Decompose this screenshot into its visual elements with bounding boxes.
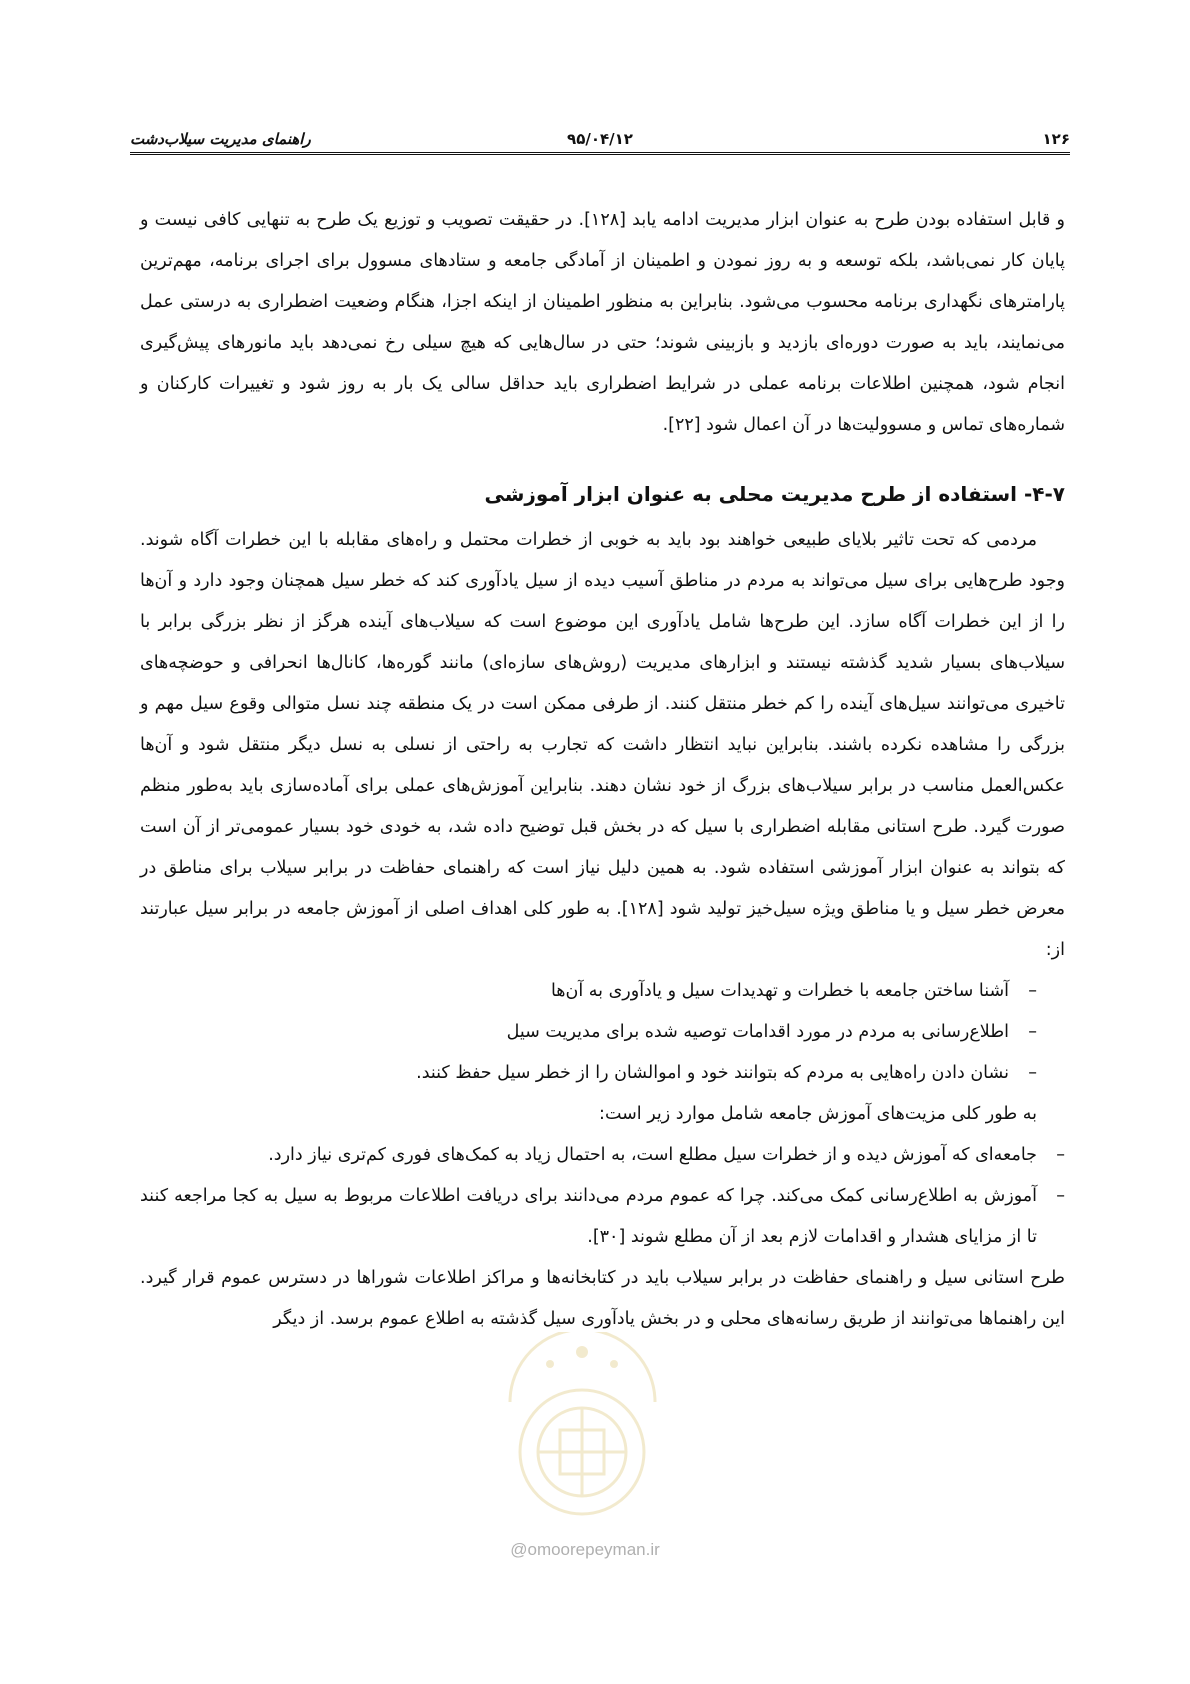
section-heading: ۴-۷- استفاده از طرح مدیریت محلی به عنوان ابزار آموزشی	[484, 482, 1065, 506]
section-paragraph: مردمی که تحت تاثیر بلایای طبیعی خواهند بود باید به خوبی از خطرات محتمل و راه‌های مقابله با این خطرات آگاه شوند. وجود طرح‌هایی برای سیل می‌تواند به مردم در مناطق آسیب دیده از سیل یادآوری کند که خطر سیل همچنان وجود دارد و آن‌ها را از این خطرات آگاه سازد. این طرح‌ها شامل یادآوری این موضوع است که سیلاب‌های آینده هرگز از نظر بزرگی برابر با سیلاب‌های بسیار شدید گذشته نیستند و ابزارهای مدیریت (روش‌های سازه‌ای) مانند گوره‌ها، کانال‌ها انحرافی و حوضچه‌های تاخیری می‌توانند سیل‌های آینده را کم خطر منتقل کنند. از طرفی ممکن است در یک منطقه چند نسل متوالی وقوع سیل مهم و بزرگی را مشاهده نکرده باشند. بنابراین نباید انتظار داشت که تجارب به راحتی از نسلی به نسل دیگر منتقل شود و آن‌ها عکس‌العمل مناسب در برابر سیلاب‌های بزرگ از خود نشان دهند. بنابراین آموزش‌های عملی برای آماده‌سازی باید به‌طور منظم صورت گیرد. طرح استانی مقابله اضطراری با سیل که در بخش قبل توضیح داده شد، به خودی خود بسیار عمومی‌تر از آن است که بتواند به عنوان ابزار آموزشی استفاده شود. به همین دلیل نیاز است که راهنمای حفاظت در برابر سیلاب برای مناطق در معرض خطر سیل و یا مناطق ویژه سیل‌خیز تولید شود [۱۲۸]. به طور کلی اهداف اصلی از آموزش جامعه در برابر سیل عبارتند از:	[140, 530, 1066, 960]
benefits-intro: به طور کلی مزیت‌های آموزش جامعه شامل موارد زیر است:	[599, 1104, 1037, 1124]
header-date: ۹۵/۰۴/۱۲	[567, 130, 633, 148]
list-dash: –	[1028, 981, 1037, 1001]
benefits-list	[140, 1135, 1065, 1258]
list-item: – آشنا ساختن جامعه با خطرات و تهدیدات سیل و یادآوری به آن‌ها	[140, 971, 1065, 1012]
list-dash: –	[1056, 1145, 1065, 1165]
intro-paragraph: و قابل استفاده بودن طرح به عنوان ابزار مدیریت ادامه یابد [۱۲۸]. در حقیقت تصویب و توزیع یک طرح به تنهایی کافی نیست و پایان کار نمی‌باشد، بلکه توسعه و به روز نمودن و اطمینان از آمادگی جامعه و ستادهای مسوول برای اجرای برنامه، مهم‌ترین پارامترهای نگهداری برنامه محسوب می‌شود. بنابراین به منظور اطمینان از اینکه اجزا، هنگام وضعیت اضطراری به درستی عمل می‌نمایند، باید به صورت دوره‌ای بازدید و بازبینی شوند؛ حتی در سال‌هایی که هیچ سیلی رخ نمی‌دهد باید مانورهای پیش‌گیری انجام شود، همچنین اطلاعات برنامه عملی در شرایط اضطراری باید حداقل سالی یک بار به روز شود و تغییرات کارکنان و شماره‌های تماس و مسوولیت‌ها در آن اعمال شود [۲۲].	[140, 210, 1065, 435]
goals-list	[140, 971, 1065, 1094]
list-dash: –	[1028, 1022, 1037, 1042]
list-item: – اطلاع‌رسانی به مردم در مورد اقدامات توصیه شده برای مدیریت سیل	[140, 1012, 1065, 1053]
list-dash: –	[1056, 1186, 1065, 1206]
website-watermark: @omoorepeyman.ir	[510, 1540, 660, 1559]
page-body	[140, 200, 1065, 1340]
list-item: – جامعه‌ای که آموزش دیده و از خطرات سیل مطلع است، به احتمال زیاد به کمک‌های فوری کم‌تری نیاز دارد.	[140, 1135, 1065, 1176]
page-number: ۱۲۶	[1042, 130, 1070, 148]
closing-paragraph: طرح استانی سیل و راهنمای حفاظت در برابر سیلاب باید در کتابخانه‌ها و مراکز اطلاعات شوراها در دسترس عموم قرار گیرد. این راهنماها می‌توانند از طریق رسانه‌های محلی و در بخش یادآوری سیل گذشته به اطلاع عموم برسد. از دیگر	[140, 1268, 1065, 1329]
running-title: راهنمای مدیریت سیلاب‌دشت	[130, 130, 311, 148]
list-item: – آموزش به اطلاع‌رسانی کمک می‌کند. چرا که عموم مردم می‌دانند برای دریافت اطلاعات مربوط به سیل به کجا مراجعه کنند تا از مزایای هشدار و اقدامات لازم بعد از آن مطلع شوند [۳۰].	[140, 1176, 1065, 1258]
list-dash: –	[1028, 1063, 1037, 1083]
page-header	[130, 112, 1070, 155]
list-item: – نشان دادن راه‌هایی به مردم که بتوانند خود و اموالشان را از خطر سیل حفظ کنند.	[140, 1053, 1065, 1094]
seal-watermark-icon	[490, 1332, 675, 1532]
